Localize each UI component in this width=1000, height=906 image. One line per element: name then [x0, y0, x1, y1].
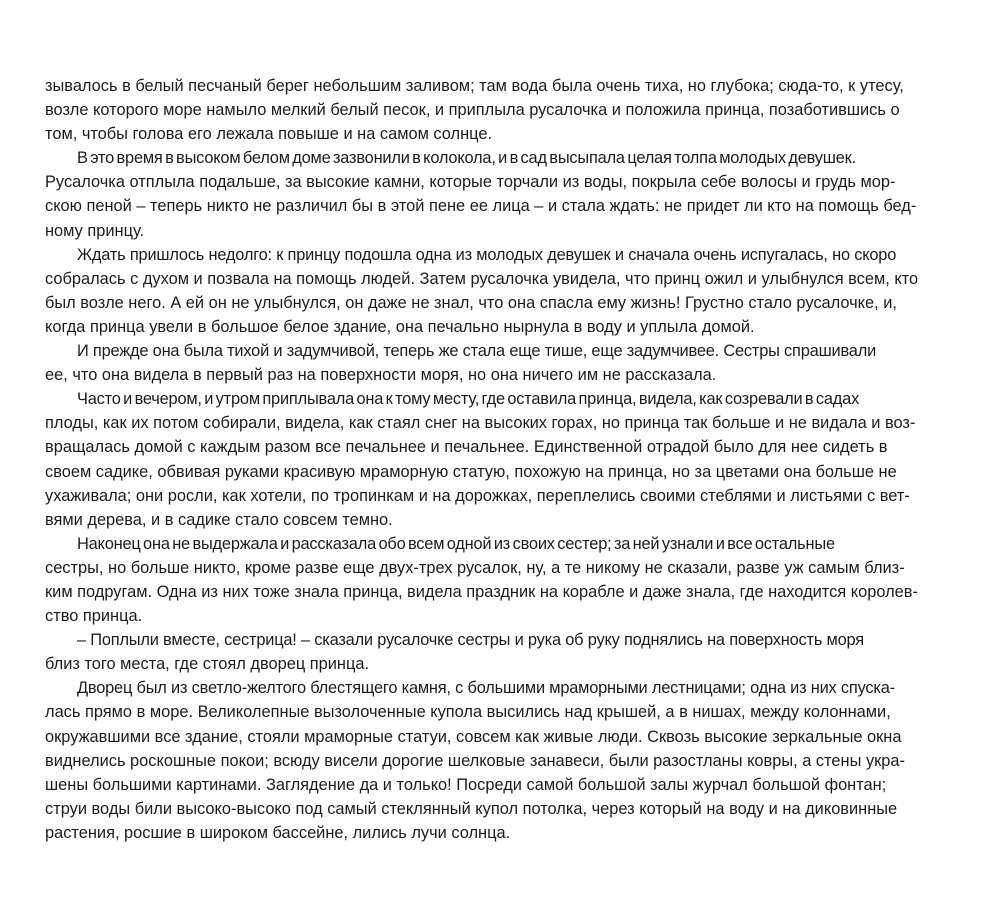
text-line: ким подругам. Одна из них тоже знала принца, видела праздник на корабле и даже знала, где находится королев-	[45, 582, 918, 601]
text-line: вями дерева, и в садике стало совсем темно.	[45, 510, 393, 529]
text-line: Русалочка отплыла подальше, за высокие камни, которые торчали из воды, покрыла себе волосы и грудь мор-	[45, 173, 896, 192]
paragraph-3	[45, 243, 953, 339]
paragraph-1	[45, 74, 953, 146]
paragraph-7	[45, 628, 953, 676]
text-line: плоды, как их потом собирали, видела, как стаял снег на высоких горах, но принца так больше и не видала и воз-	[45, 414, 916, 433]
text-line: – Поплыли вместе, сестрица! – сказали русалочке сестры и рука об руку поднялись на поверхность моря	[77, 631, 864, 650]
text-line: когда принца увели в большое белое здание, она печально нырнула в воду и уплыла домой.	[45, 317, 755, 336]
text-line: собралась с духом и позвала на помощь людей. Затем русалочка увидела, что принц ожил и улыбнулся всем, кто	[45, 269, 919, 288]
paragraph-8	[45, 676, 953, 845]
text-line: своем садике, обвивая руками красивую мраморную статую, похожую на принца, но за цветами она больше не	[45, 462, 897, 481]
text-line: лась прямо в море. Великолепные вызолоченные купола высились над крышей, а в нишах, между колоннами,	[45, 703, 891, 722]
text-line: окружавшими все здание, стояли мраморные статуи, совсем как живые люди. Сквозь высокие зеркальные окна	[45, 727, 902, 746]
text-line: Ждать пришлось недолго: к принцу подошла одна из молодых девушек и сначала очень испугалась, но скоро	[77, 245, 897, 264]
text-line: шены большими картинами. Заглядение да и только! Посреди самой большой залы журчал большой фонтан;	[45, 775, 887, 794]
text-line: зывалось в белый песчаный берег небольшим заливом; там вода была очень тиха, но глубока; сюда-то, к утесу,	[45, 77, 904, 95]
text-line: ухаживала; они росли, как хотели, по тропинкам и на дорожках, переплелись своими стеблями и листьями с вет-	[45, 486, 910, 505]
document-page	[45, 74, 953, 845]
text-line: И прежде она была тихой и задумчивой, теперь же стала еще тише, еще задумчивее. Сестры спрашивали	[77, 342, 877, 361]
text-line: растения, росшие в широком бассейне, лились лучи солнца.	[45, 823, 511, 842]
text-line: виднелись роскошные покои; всюду висели дорогие шелковые занавеси, были разостланы ковры, а стены укра-	[45, 751, 905, 770]
text-line: ее, что она видела в первый раз на поверхности моря, но она ничего им не рассказала.	[45, 366, 717, 385]
text-line: ство принца.	[45, 607, 143, 626]
text-line: Дворец был из светло-желтого блестящего камня, с большими мраморными лестницами; одна из них спуска-	[77, 679, 895, 698]
text-line: ному принцу.	[45, 221, 145, 240]
text-line: вращалась домой с каждым разом все печальнее и печальнее. Единственной отрадой было для нее сидеть в	[45, 438, 888, 457]
paragraph-2	[45, 146, 953, 242]
text-line: Часто и вечером, и утром приплывала она к тому месту, где оставила принца, видела, как созревали в садах	[77, 390, 860, 409]
text-line: близ того места, где стоял дворец принца.	[45, 655, 370, 674]
text-line: Наконец она не выдержала и рассказала обо всем одной из своих сестер; за ней узнали и все остальные	[77, 534, 835, 553]
paragraph-5	[45, 387, 953, 532]
text-line: струи воды били высоко-высоко под самый стеклянный купол потолка, через который на воду и на диковинные	[45, 799, 898, 818]
text-line: В это время в высоком белом доме зазвонили в колокола, и в сад высыпала целая толпа молодых девушек.	[77, 149, 856, 168]
paragraph-6	[45, 532, 953, 628]
text-line: том, чтобы голова его лежала повыше и на самом солнце.	[45, 125, 493, 144]
paragraph-4	[45, 339, 953, 387]
text-line: сестры, но больше никто, кроме разве еще двух-трех русалок, ну, а те никому не сказали, разве уж самым близ-	[45, 558, 905, 577]
text-line: был возле него. А ей он не улыбнулся, он даже не знал, что она спасла ему жизнь! Грустно стало русалочке, и,	[45, 293, 897, 312]
text-line: возле которого море намыло мелкий белый песок, и приплыла русалочка и положила принца, позаботившись о	[45, 101, 900, 120]
text-line: скою пеной – теперь никто не различил бы в этой пене ее лица – и стала ждать: не придет ли кто на помощь бед-	[45, 197, 917, 216]
